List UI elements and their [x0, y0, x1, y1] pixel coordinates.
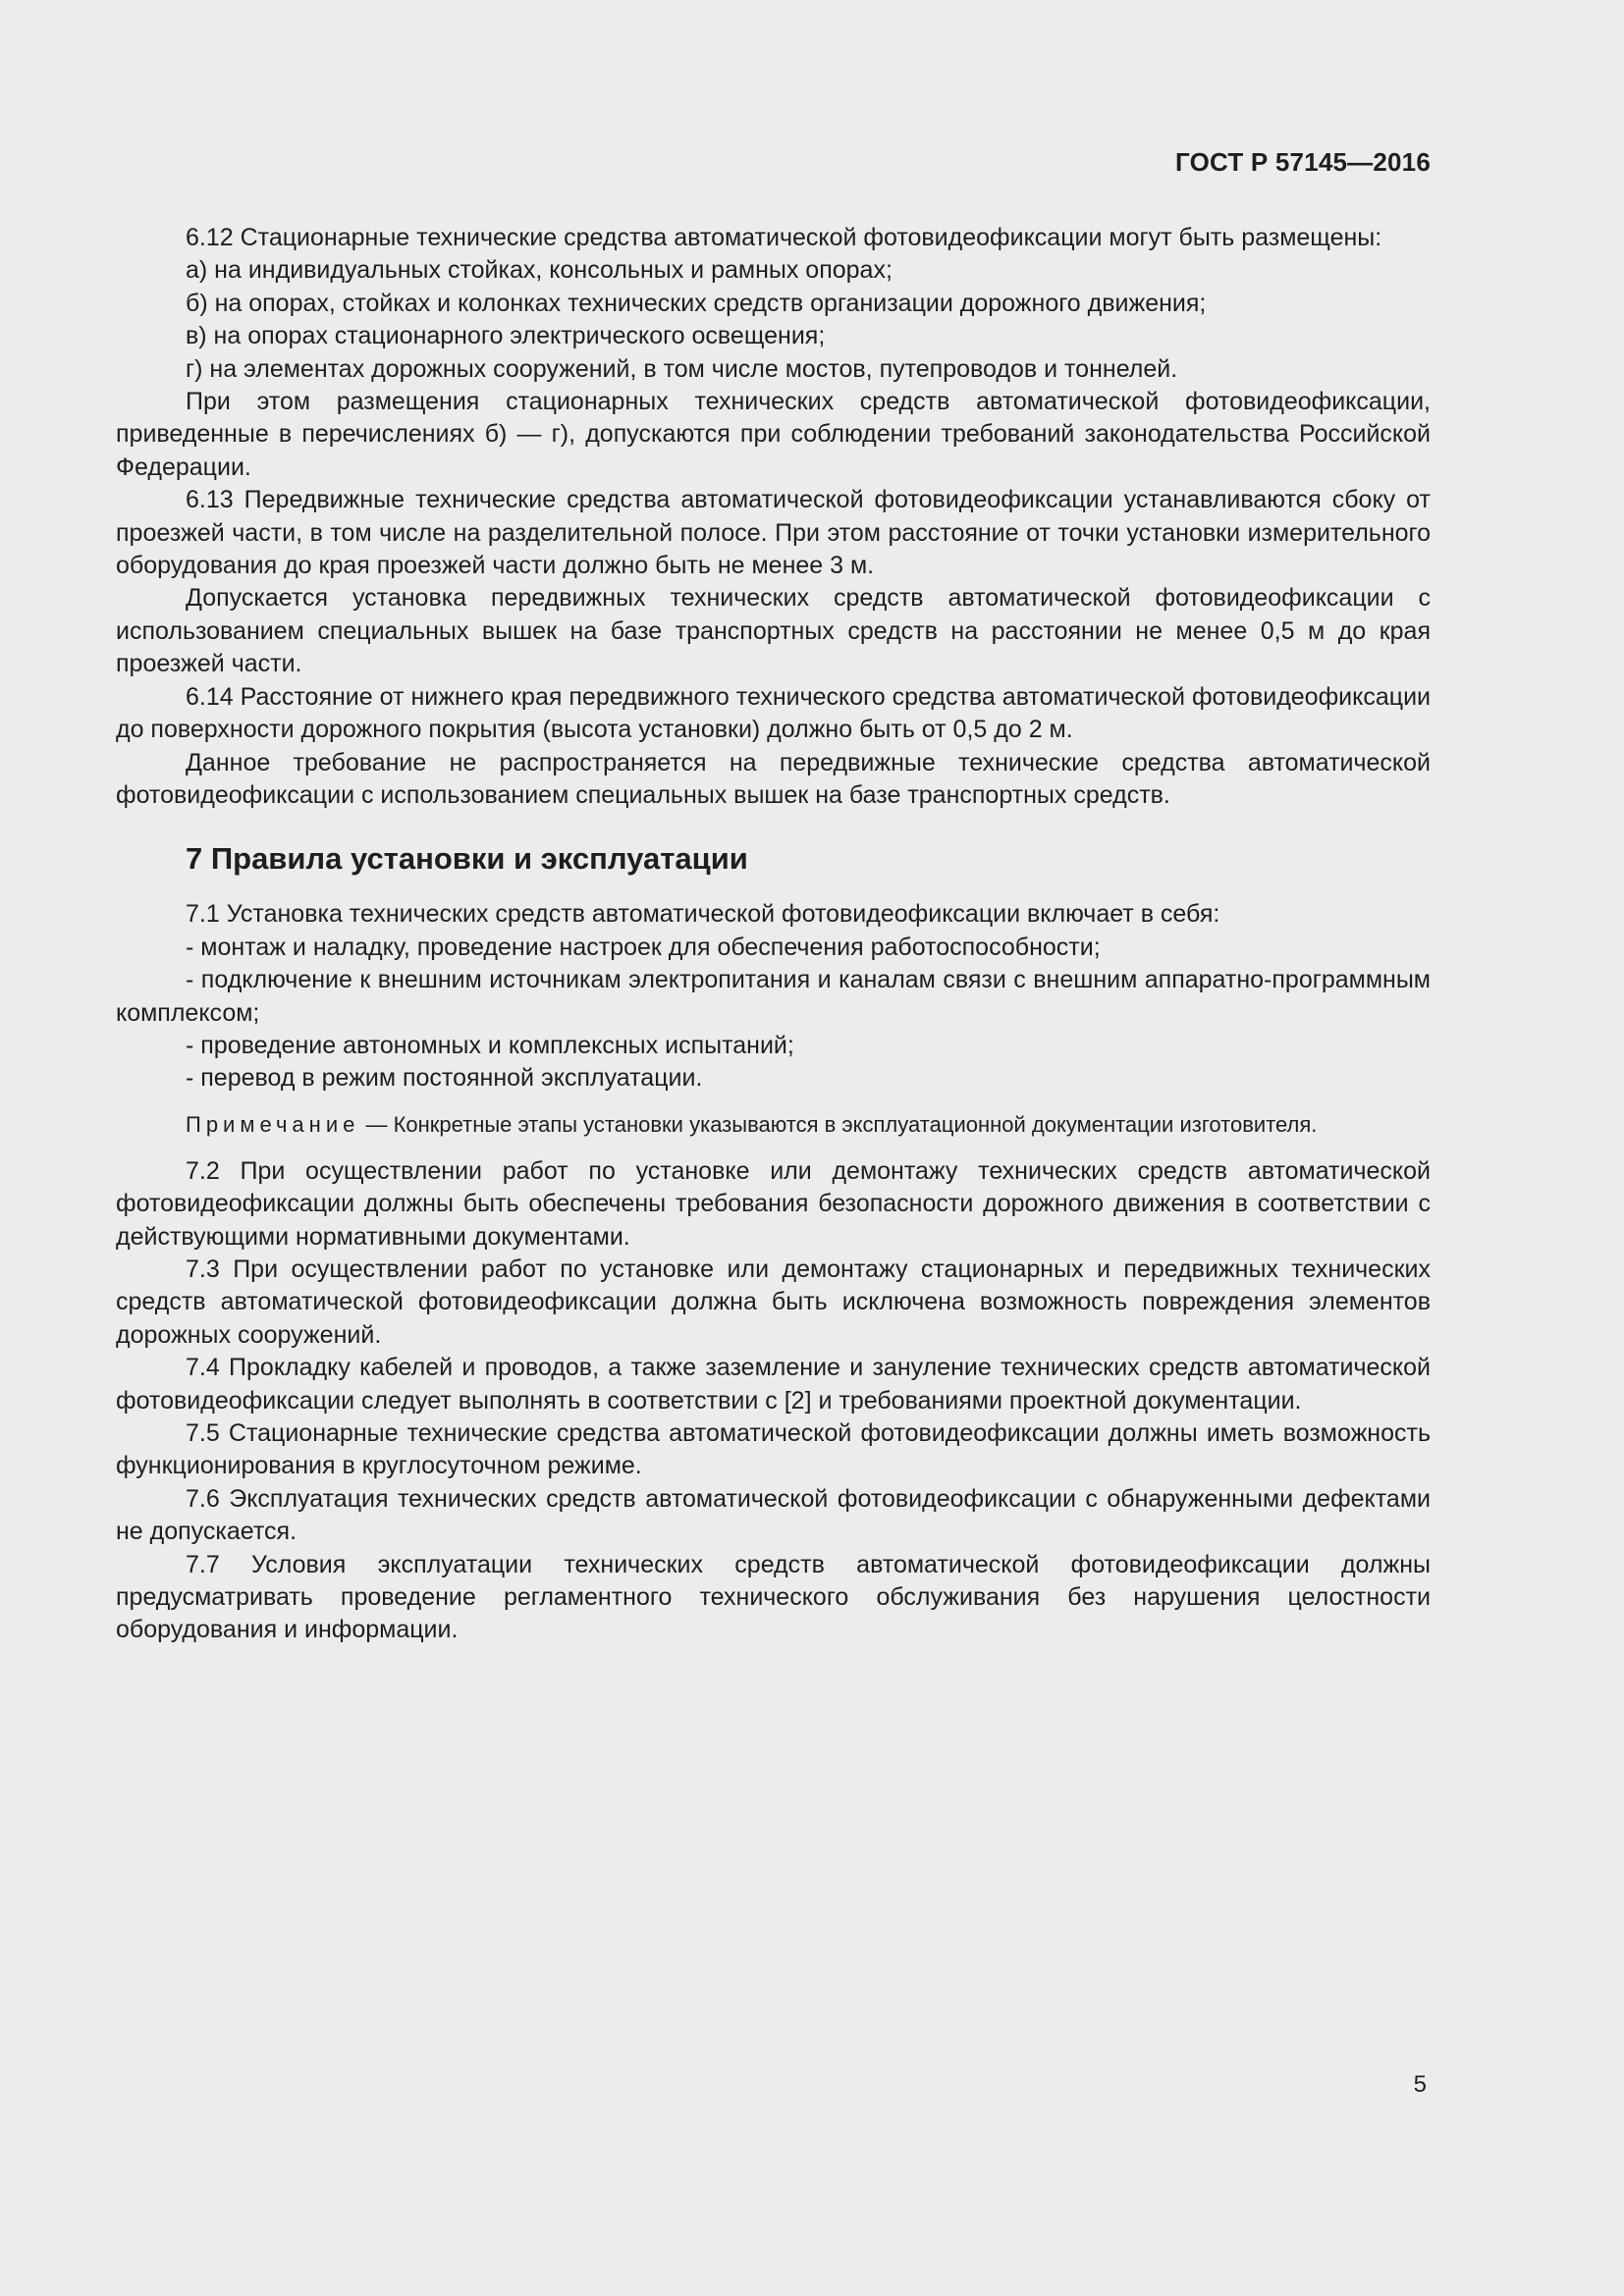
paragraph-6-14-remark: Данное требование не распространяется на передвижные технические средства автоматической фотовидеофиксации с использованием специальных вышек на базе транспортных средств. [116, 748, 1431, 809]
dash-item-mounting: - монтаж и наладку, проведение настроек для обеспечения работоспособности; [186, 933, 1101, 961]
paragraph-7-4: 7.4 Прокладку кабелей и проводов, а также заземление и зануление технических средств автоматической фотовидеофиксации следует выполнять в соответствии с [2] и требованиями проектной документации. [116, 1354, 1431, 1415]
paragraph-7-5: 7.5 Стационарные технические средства автоматической фотовидеофиксации должны иметь возможность функционирования в круглосуточном режиме. [116, 1419, 1431, 1480]
paragraph-6-14: 6.14 Расстояние от нижнего края передвижного технического средства автоматической фотовидеофиксации до поверхности дорожного покрытия (высота установки) должно быть от 0,5 до 2 м. [116, 682, 1431, 744]
paragraph-7-7: 7.7 Условия эксплуатации технических средств автоматической фотовидеофиксации должны предусматривать проведение регламентного технического обслуживания без нарушения целостности оборудования и информации. [116, 1550, 1431, 1644]
note-label: Примечание [186, 1111, 360, 1137]
document-body [116, 222, 1431, 1647]
list-item-a: а) на индивидуальных стойках, консольных и рамных опорах; [186, 256, 893, 285]
paragraph-7-1: 7.1 Установка технических средств автоматической фотовидеофиксации включает в себя: [186, 900, 1220, 929]
document-code-header: ГОСТ Р 57145—2016 [1175, 147, 1431, 177]
dash-item-testing: - проведение автономных и комплексных испытаний; [186, 1031, 794, 1059]
paragraph-6-12: 6.12 Стационарные технические средства автоматической фотовидеофиксации могут быть размещены: [186, 224, 1382, 251]
note [116, 1109, 1431, 1140]
paragraph-6-13-remark: Допускается установка передвижных технических средств автоматической фотовидеофиксации с использованием специальных вышек на базе транспортных средств на расстоянии не менее 0,5 м до края проезжей части. [116, 584, 1431, 678]
list-item-g: г) на элементах дорожных сооружений, в том числе мостов, путепроводов и тоннелей. [186, 354, 1178, 383]
note-text: — Конкретные этапы установки указываются в эксплуатационной документации изготовителя. [359, 1111, 1318, 1137]
paragraph-7-6: 7.6 Эксплуатация технических средств автоматической фотовидеофиксации с обнаруженными дефектами не допускается. [116, 1484, 1431, 1546]
section-7-title: 7 Правила установки и эксплуатации [186, 841, 748, 877]
list-item-b: б) на опорах, стойках и колонках технических средств организации дорожного движения; [186, 289, 1207, 317]
paragraph-7-2: 7.2 При осуществлении работ по установке или демонтажу технических средств автоматической фотовидеофиксации должны быть обеспечены требования безопасности дорожного движения в соответствии с действующими нормативными документами. [116, 1156, 1431, 1251]
page-number: 5 [1413, 2071, 1427, 2098]
paragraph-6-13: 6.13 Передвижные технические средства автоматической фотовидеофиксации устанавливаются сбоку от проезжей части, в том числе на разделительной полосе. При этом расстояние от точки установки измерительного оборудования до края проезжей части должно быть не менее 3 м. [116, 486, 1431, 580]
paragraph-7-3: 7.3 При осуществлении работ по установке или демонтажу стационарных и передвижных технических средств автоматической фотовидеофиксации должна быть исключена возможность повреждения элементов дорожных сооружений. [116, 1255, 1431, 1349]
dash-item-operation: - перевод в режим постоянной эксплуатации. [186, 1064, 703, 1093]
dash-item-connection: - подключение к внешним источникам электропитания и каналам связи с внешним аппаратно-программным комплексом; [116, 966, 1431, 1027]
list-item-v: в) на опорах стационарного электрического освещения; [186, 322, 826, 350]
paragraph-6-12-remark: При этом размещения стационарных технических средств автоматической фотовидеофиксации, приведенные в перечислениях б) — г), допускаются при соблюдении требований законодательства Российской Федерации. [116, 388, 1431, 481]
